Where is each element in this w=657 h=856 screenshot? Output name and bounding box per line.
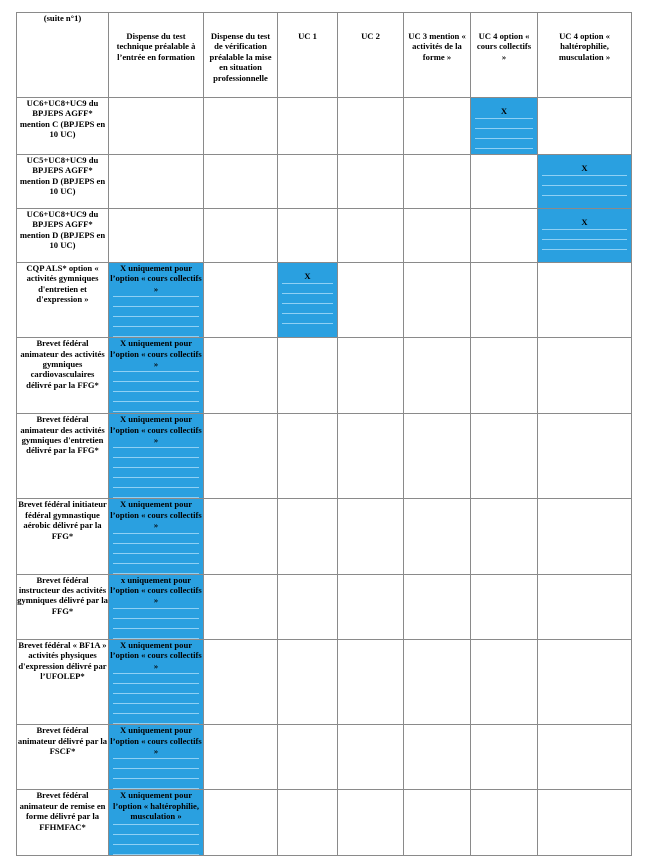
cell-rule <box>113 533 199 534</box>
table-cell <box>404 414 471 499</box>
table-cell <box>338 414 404 499</box>
table-cell <box>204 414 278 499</box>
table-cell <box>278 414 338 499</box>
cell-rule <box>542 229 627 230</box>
cell-rule <box>113 467 199 468</box>
table-cell <box>338 209 404 263</box>
table-cell <box>278 98 338 155</box>
cell-rule <box>475 118 533 119</box>
cell-rule <box>113 477 199 478</box>
highlighted-cell <box>109 263 204 338</box>
row-label: Brevet fédéral initiateur fédéral gymnastique aérobic délivré par la FFG* <box>17 499 109 574</box>
row-label: CQP ALS* option « activités gymniques d'entretien et d'expression » <box>17 263 109 338</box>
table-cell <box>471 790 538 855</box>
table-cell <box>109 155 204 209</box>
table-cell <box>404 790 471 855</box>
cell-rule <box>113 758 199 759</box>
table-cell <box>404 574 471 639</box>
cell-text: X <box>500 106 508 116</box>
row-label: Brevet fédéral instructeur des activités gymniques délivré par la FFG* <box>17 574 109 639</box>
table-cell <box>338 639 404 724</box>
corner-note: (suite n°1) <box>17 13 109 98</box>
row-label: Brevet fédéral animateur délivré par la FSCF* <box>17 725 109 790</box>
table-cell <box>204 338 278 414</box>
table-row <box>17 790 632 855</box>
cell-rule <box>113 447 199 448</box>
table-cell <box>338 499 404 574</box>
header-cell: UC 2 <box>338 13 404 98</box>
cell-rule <box>113 381 199 382</box>
cell-rule <box>113 296 199 297</box>
table-cell <box>204 725 278 790</box>
highlighted-cell <box>109 338 204 414</box>
table-cell <box>404 725 471 790</box>
cell-rule <box>113 854 199 855</box>
table-cell <box>278 338 338 414</box>
table-cell <box>278 639 338 724</box>
row-label: Brevet fédéral animateur des activités gymniques cardiovasculaires délivré par la FFG* <box>17 338 109 414</box>
cell-rule <box>113 608 199 609</box>
table-cell <box>338 263 404 338</box>
cell-rule <box>113 553 199 554</box>
table-cell <box>109 209 204 263</box>
highlighted-cell <box>109 639 204 724</box>
table-cell <box>471 209 538 263</box>
table-cell <box>338 98 404 155</box>
cell-rule <box>113 457 199 458</box>
cell-rule <box>542 195 627 196</box>
table-cell <box>204 790 278 855</box>
row-label: Brevet fédéral animateur de remise en forme délivré par la FFHMFAC* <box>17 790 109 855</box>
cell-rule <box>113 618 199 619</box>
cell-text: X uniquement pour l’option « haltérophilie, musculation » <box>112 790 200 822</box>
table-cell <box>278 499 338 574</box>
table-cell <box>204 263 278 338</box>
table-cell <box>538 499 632 574</box>
cell-rule <box>113 703 199 704</box>
cell-rule <box>113 401 199 402</box>
highlighted-cell <box>538 209 632 263</box>
cell-rule <box>475 138 533 139</box>
row-label: UC5+UC8+UC9 du BPJEPS AGFF* mention D (BPJEPS en 10 UC) <box>17 155 109 209</box>
cell-rule <box>542 239 627 240</box>
table-cell <box>404 338 471 414</box>
cell-text: X <box>581 163 588 173</box>
table-cell <box>538 725 632 790</box>
equivalence-table <box>16 12 632 856</box>
cell-text: X uniquement pour l’option « cours collectifs » <box>110 414 202 446</box>
header-cell: UC 1 <box>278 13 338 98</box>
table-cell <box>471 338 538 414</box>
highlighted-cell <box>109 414 204 499</box>
highlighted-cell <box>538 155 632 209</box>
header-cell: UC 3 mention « activités de la forme » <box>404 13 471 98</box>
table-cell <box>338 338 404 414</box>
cell-rule <box>542 175 627 176</box>
table-row <box>17 209 632 263</box>
cell-rule <box>282 303 333 304</box>
table-cell <box>538 414 632 499</box>
cell-rule <box>113 628 199 629</box>
cell-text: X <box>581 217 588 227</box>
cell-text: x uniquement pour l’option « cours collectifs » <box>110 574 202 606</box>
cell-rule <box>113 316 199 317</box>
table-cell <box>404 98 471 155</box>
highlighted-cell <box>471 98 538 155</box>
table-cell <box>404 499 471 574</box>
cell-rule <box>113 411 199 412</box>
header-cell: Dispense du test technique préalable à l’entrée en formation <box>109 13 204 98</box>
row-label: Brevet fédéral « BF1A » activités physiques d'expression délivré par l’UFOLEP* <box>17 639 109 724</box>
cell-rule <box>282 293 333 294</box>
highlighted-cell <box>109 790 204 855</box>
row-label: UC6+UC8+UC9 du BPJEPS AGFF* mention D (BPJEPS en 10 UC) <box>17 209 109 263</box>
cell-rule <box>542 185 627 186</box>
table-cell <box>278 725 338 790</box>
cell-text: X <box>304 271 311 281</box>
table-row <box>17 499 632 574</box>
cell-rule <box>113 673 199 674</box>
table-cell <box>538 98 632 155</box>
table-cell <box>471 155 538 209</box>
cell-text: X uniquement pour l’option « cours collectifs » <box>110 499 202 531</box>
table-cell <box>338 155 404 209</box>
table-row <box>17 338 632 414</box>
cell-rule <box>282 323 333 324</box>
cell-rule <box>113 713 199 714</box>
row-label: Brevet fédéral animateur des activités gymniques d'entretien délivré par la FFG* <box>17 414 109 499</box>
table-cell <box>538 338 632 414</box>
highlighted-cell <box>109 574 204 639</box>
cell-rule <box>113 563 199 564</box>
table-cell <box>538 790 632 855</box>
header-cell: Dispense du test de vérification préalable la mise en situation professionnelle <box>204 13 278 98</box>
table-cell <box>278 155 338 209</box>
cell-rule <box>113 768 199 769</box>
table-row <box>17 725 632 790</box>
cell-text: X uniquement pour l’option « cours collectifs » <box>110 263 202 294</box>
cell-text: X uniquement pour l’option « cours collectifs » <box>110 725 202 756</box>
table-row <box>17 639 632 724</box>
table-row <box>17 155 632 209</box>
table-cell <box>109 98 204 155</box>
table-body <box>17 98 632 856</box>
table-cell <box>278 209 338 263</box>
table-cell <box>471 639 538 724</box>
cell-text: X uniquement pour l’option « cours collectifs » <box>110 639 202 671</box>
table-cell <box>471 263 538 338</box>
cell-rule <box>113 371 199 372</box>
table-cell <box>338 725 404 790</box>
cell-rule <box>113 306 199 307</box>
table-cell <box>471 414 538 499</box>
cell-rule <box>113 693 199 694</box>
table-cell <box>338 790 404 855</box>
table-row <box>17 574 632 639</box>
table-cell <box>404 209 471 263</box>
table-cell <box>278 790 338 855</box>
table-cell <box>404 639 471 724</box>
table-cell <box>538 639 632 724</box>
cell-rule <box>113 834 199 835</box>
table-cell <box>278 574 338 639</box>
table-cell <box>204 155 278 209</box>
cell-rule <box>113 844 199 845</box>
table-cell <box>204 98 278 155</box>
table-cell <box>404 263 471 338</box>
table-cell <box>538 263 632 338</box>
highlighted-cell <box>109 725 204 790</box>
cell-rule <box>113 326 199 327</box>
header-row <box>17 13 632 98</box>
cell-rule <box>113 543 199 544</box>
table-cell <box>538 574 632 639</box>
table-cell <box>338 574 404 639</box>
cell-rule <box>475 148 533 149</box>
cell-rule <box>113 487 199 488</box>
header-cell: UC 4 option « cours collectifs » <box>471 13 538 98</box>
table-row <box>17 414 632 499</box>
table-cell <box>404 155 471 209</box>
table-cell <box>471 574 538 639</box>
cell-rule <box>113 824 199 825</box>
cell-text: X uniquement pour l’option « cours collectifs » <box>110 338 202 370</box>
table-row <box>17 98 632 155</box>
table-cell <box>204 209 278 263</box>
cell-rule <box>475 128 533 129</box>
row-label: UC6+UC8+UC9 du BPJEPS AGFF* mention C (BPJEPS en 10 UC) <box>17 98 109 155</box>
table-row <box>17 263 632 338</box>
cell-rule <box>113 778 199 779</box>
header-cell: UC 4 option « haltérophilie, musculation » <box>538 13 632 98</box>
table-cell <box>471 725 538 790</box>
cell-rule <box>282 313 333 314</box>
table-cell <box>471 499 538 574</box>
cell-rule <box>113 683 199 684</box>
highlighted-cell <box>109 499 204 574</box>
highlighted-cell <box>278 263 338 338</box>
table-cell <box>204 639 278 724</box>
table-cell <box>204 499 278 574</box>
cell-rule <box>113 391 199 392</box>
cell-rule <box>282 283 333 284</box>
cell-rule <box>542 249 627 250</box>
table-cell <box>204 574 278 639</box>
